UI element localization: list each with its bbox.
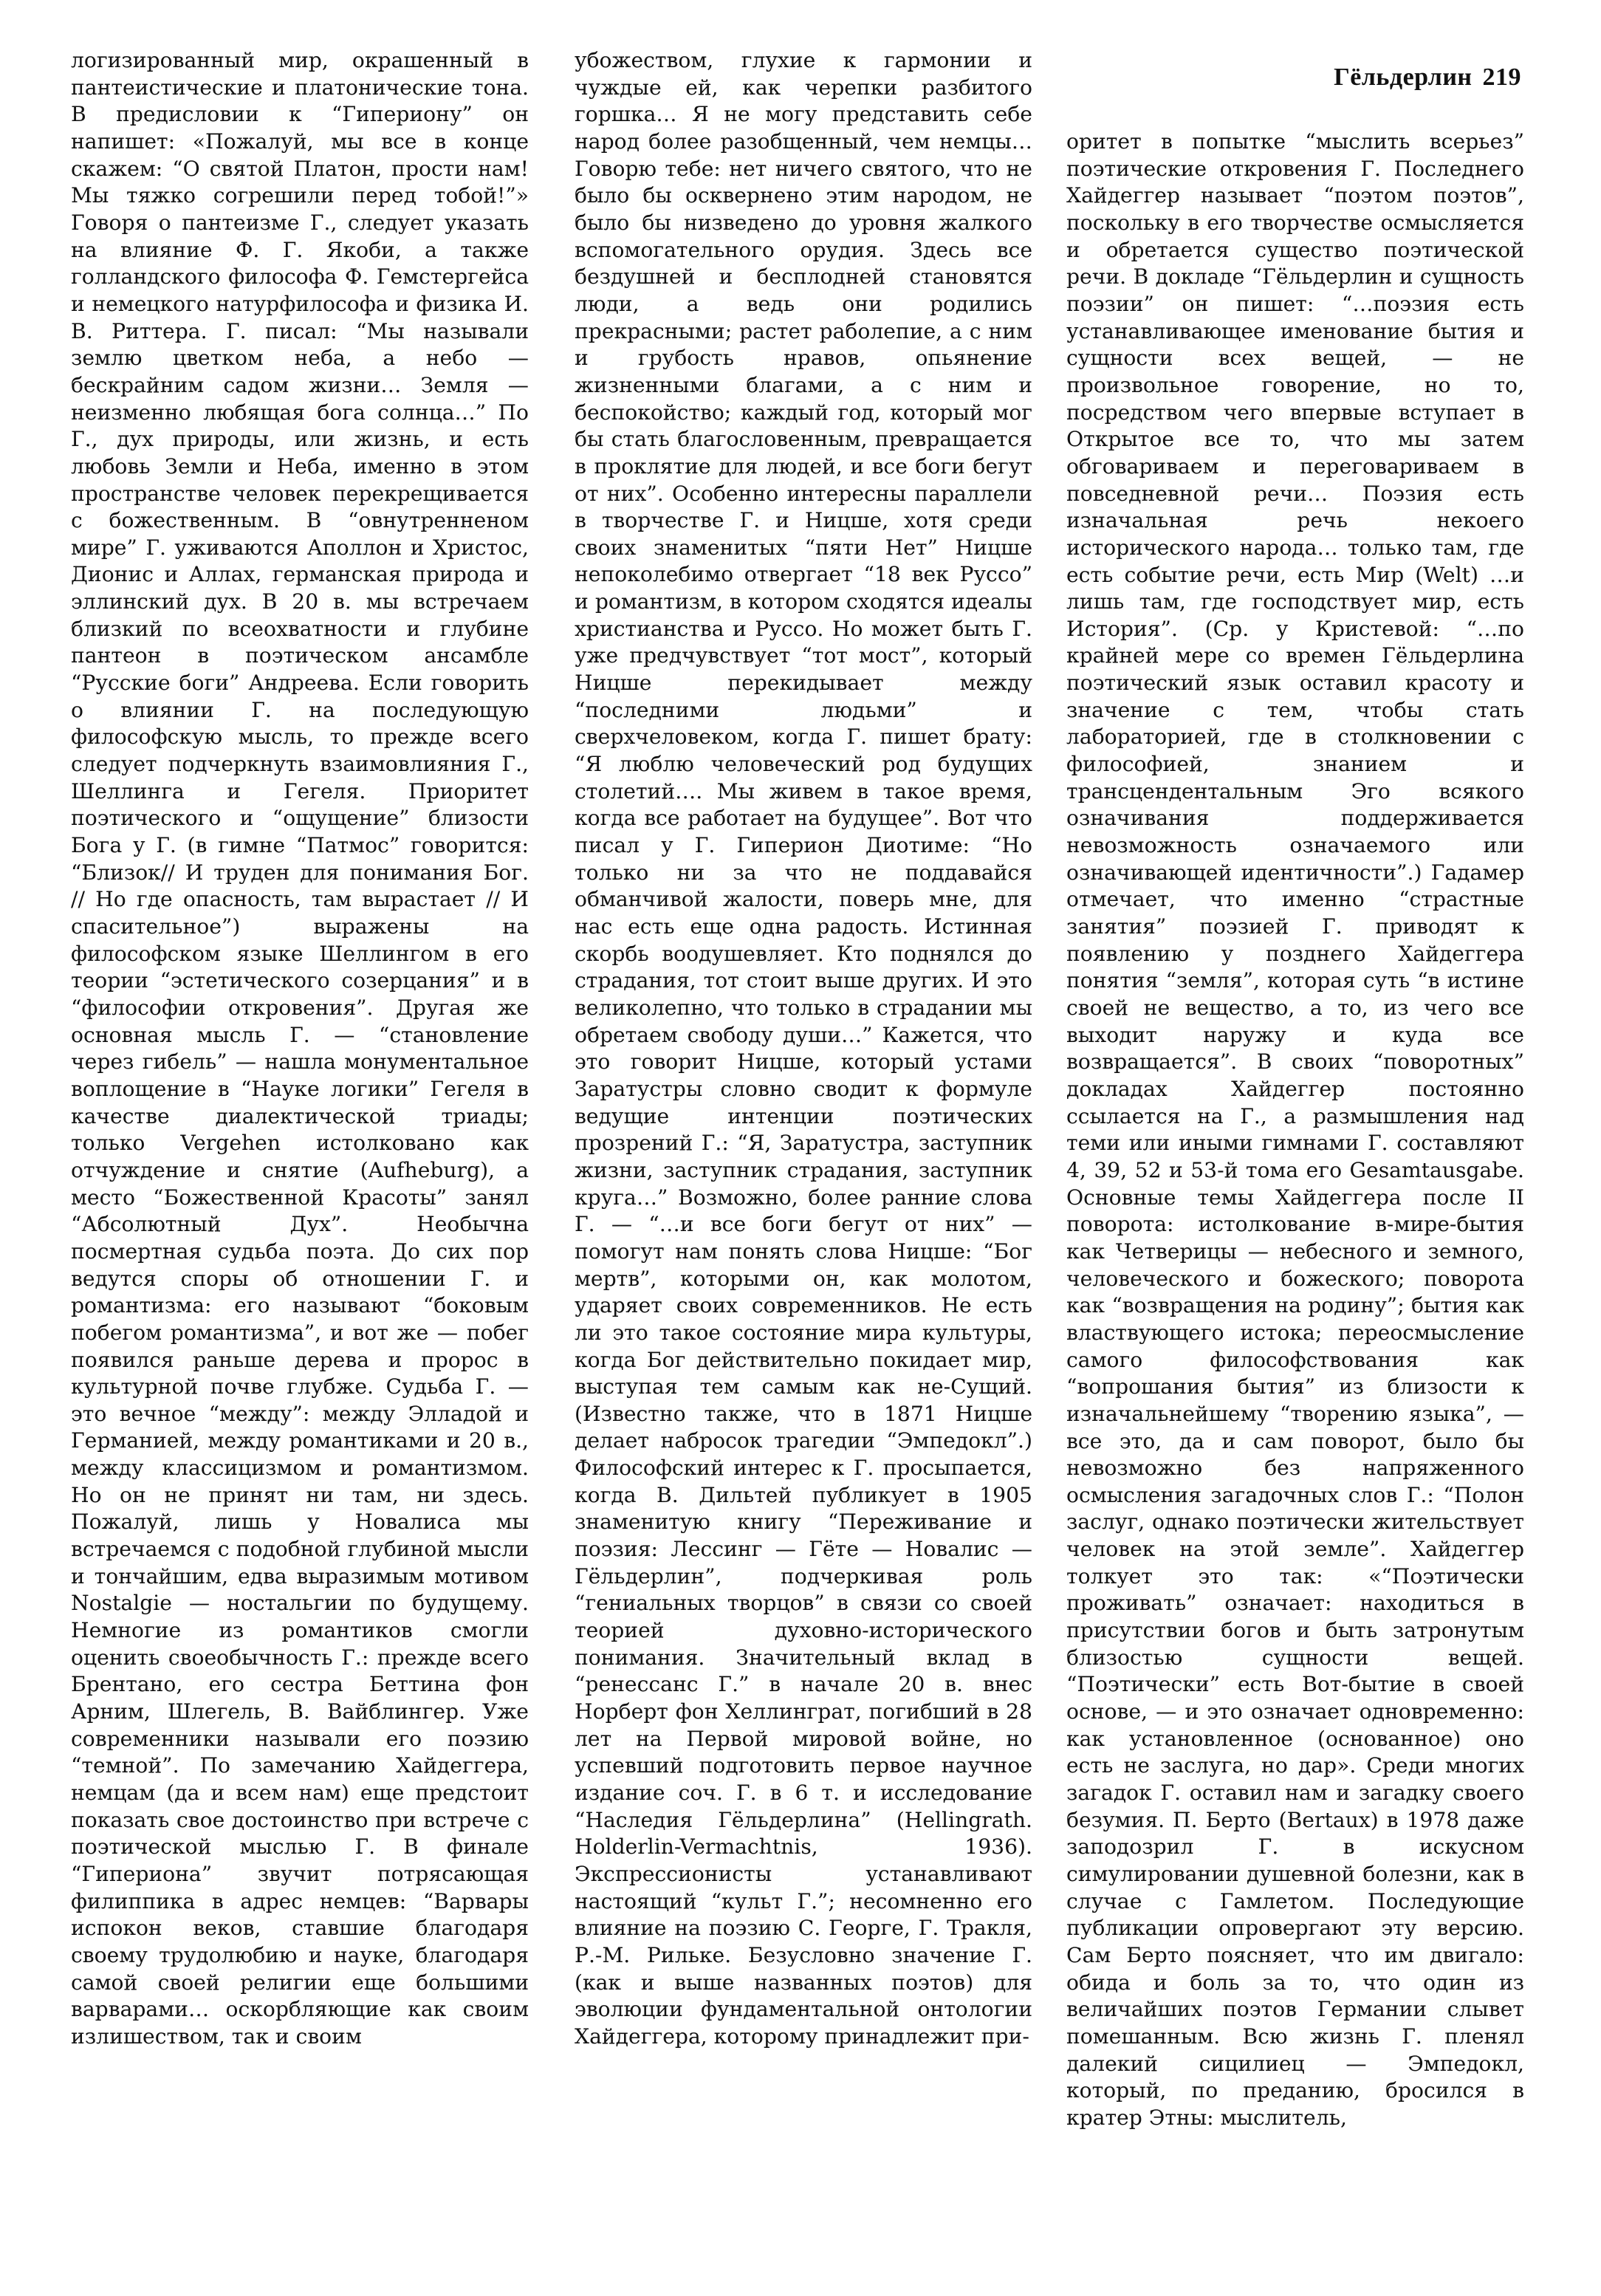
- text-column-middle: [575, 47, 1032, 2263]
- column-text: оритет в попытке “мыслить всерьез” поэтические откровения Г. Последнего Хайдеггер называет “поэтом поэтов”, поскольку в его творчестве осмысляется и обретается существо поэтической речи. В докладе “Гёльдерлин и сущность поэзии” он пишет: “…поэзия есть устанавливающее именование бытия и сущности всех вещей, — не произвольное говорение, но то, посредством чего впервые вступает в Открытое все то, что мы затем обговариваем и переговариваем в повседневной речи… Поэзия есть изначальная речь некоего исторического народа… только там, где есть событие речи, есть Мир (Welt) …и лишь там, где господствует мир, есть История”. (Ср. у Кристевой: “…по крайней мере со времен Гёльдерлина поэтический язык оставил красоту и значение с тем, чтобы стать лабораторией, где в столкновении с философией, знанием и трансцендентальным Эго всякого означивания поддерживается невозможность означаемого или означивающей идентичности”.) Гадамер отмечает, что именно “страстные занятия” поэзией Г. приводят к появлению у позднего Хайдеггера понятия “земля”, которая суть “в истине своей не вещество, а то, из чего все выходит наружу и куда все возвращается”. В своих “поворотных” докладах Хайдеггер постоянно ссылается на Г., а размышления над теми или иными гимнами Г. составляют 4, 39, 52 и 53-й тома его Gesamtausgabe. Основные темы Хайдеггера после II поворота: истолкование в-мире-бытия как Четверицы — небесного и земного, человеческого и божеского; поворота как “возвращения на родину”; бытия как властвующего истока; переосмысление самого философствования как “вопрошания бытия” из близости к изначальнейшему “творению языка”, — все это, да и сам поворот, было бы невозможно без напряженного осмысления загадочных слов Г.: “Полон заслуг, однако поэтически жительствует человек на этой земле”. Хайдеггер толкует это так: «“Поэтически проживать” означает: находиться в присутствии богов и быть затронутым близостью сущности вещей. “Поэтически” есть Вот-бытие в своей основе, — и это означает одновременно: как установленное (основанное) оно есть не заслуга, но дар». Среди многих загадок Г. оставил нам и загадку своего безумия. П. Берто (Bertaux) в 1978 даже заподозрил Г. в искусном симулировании душевной болезни, как в случае с Гамлетом. Последующие публикации опровергают эту версию. Сам Берто поясняет, что им двигало: обида и боль за то, что один из величайших поэтов Германии слывет помешанным. Всю жизнь Г. пленял далекий сицилиец — Эмпедокл, который, по преданию, бросился в кратер Этны: мыслитель,: [1066, 129, 1524, 2130]
- text-column-left: [71, 47, 529, 2263]
- column-text: убожеством, глухие к гармонии и чуждые ей, как черепки разбитого горшка… Я не могу представить себе народ более разобщенный, чем немцы… Говорю тебе: нет ничего святого, что не было бы осквернено этим народом, не было бы низведено до уровня жалкого вспомогательного орудия. Здесь все бездушней и бесплодней становятся люди, а ведь они родились прекрасными; растет раболепие, а с ним и грубость нравов, опьянение жизненными благами, а с ним и беспокойство; каждый год, который мог бы стать благословенным, превращается в проклятие для людей, и все боги бегут от них”. Особенно интересны параллели в творчестве Г. и Ницше, хотя среди своих знаменитых “пяти Нет” Ницше непоколебимо отвергает “18 век Руссо” и романтизм, в котором сходятся идеалы христианства и Руссо. Но может быть Г. уже предчувствует “тот мост”, который Ницше перекидывает между “последними людьми” и сверхчеловеком, когда Г. пишет брату: “Я люблю человеческий род будущих столетий…. Мы живем в такое время, когда все работает на будущее”. Вот что писал у Г. Гиперион Диотиме: “Но только ни за что не поддавайся обманчивой жалости, поверь мне, для нас есть еще одна радость. Истинная скорбь воодушевляет. Кто поднялся до страдания, тот стоит выше других. И это великолепно, что только в страдании мы обретаем свободу души…” Кажется, что это говорит Ницше, который устами Заратустры словно сводит к формуле ведущие интенции поэтических прозрений Г.: “Я, Заратустра, заступник жизни, заступник страдания, заступник круга…” Возможно, более ранние слова Г. — “…и все боги бегут от них” — помогут нам понять слова Ницше: “Бог мертв”, которыми он, как молотом, ударяет своих современников. Не есть ли это такое состояние мира культуры, когда Бог действительно покидает мир, выступая тем самым как не-Сущий. (Известно также, что в 1871 Ницше делает набросок трагедии “Эмпедокл”.) Философский интерес к Г. просыпается, когда В. Дильтей публикует в 1905 знаменитую книгу “Переживание и поэзия: Лессинг — Гёте — Новалис — Гёльдерлин”, подчеркивая роль “гениальных творцов” в связи со своей теорией духовно-исторического понимания. Значительный вклад в “ренессанс Г.” в начале 20 в. внес Норберт фон Хеллинграт, погибший в 28 лет на Первой мировой войне, но успевший подготовить первое научное издание соч. Г. в 6 т. и исследование “Наследия Гёльдерлина” (Hellingrath. Holderlin-Vermachtnis, 1936). Экспрессионисты устанавливают настоящий “культ Г.”; несомненно его влияние на поэзию С. Георге, Г. Тракля, Р.-М. Рильке. Безусловно значение Г. (как и выше названных поэтов) для эволюции фундаментальной онтологии Хайдеггера, которому принадлежит при-: [575, 48, 1032, 2049]
- running-head: [1334, 64, 1521, 92]
- page-number: 219: [1482, 64, 1521, 91]
- text-column-right: [1066, 128, 1524, 2263]
- column-text: логизированный мир, окрашенный в пантеистические и платонические тона. В предисловии к “Гипериону” он напишет: «Пожалуй, мы все в конце скажем: “О святой Платон, прости нам! Мы тяжко согрешили перед тобой!”» Говоря о пантеизме Г., следует указать на влияние Ф. Г. Якоби, а также голландского философа Ф. Гемстергейса и немецкого натурфилософа и физика И. В. Риттера. Г. писал: “Мы называли землю цветком неба, а небо — бескрайним садом жизни… Земля — неизменно любящая бога солнца…” По Г., дух природы, или жизнь, и есть любовь Земли и Неба, именно в этом пространстве человек перекрещивается с божественным. В “овнутренненом мире” Г. уживаются Аполлон и Христос, Дионис и Аллах, германская природа и эллинский дух. В 20 в. мы встречаем близкий по всеохватности и глубине пантеон в поэтическом ансамбле “Русские боги” Андреева. Если говорить о влиянии Г. на последующую философскую мысль, то прежде всего следует подчеркнуть взаимовлияния Г., Шеллинга и Гегеля. Приоритет поэтического и “ощущение” близости Бога у Г. (в гимне “Патмос” говорится: “Близок// И труден для понимания Бог. // Но где опасность, там вырастает // И спасительное”) выражены на философском языке Шеллингом в его теории “эстетического созерцания” и в “философии откровения”. Другая же основная мысль Г. — “становление через гибель” — нашла монументальное воплощение в “Науке логики” Гегеля в качестве диалектической триады; только Vergehen истолковано как отчуждение и снятие (Aufheburg), а место “Божественной Красоты” занял “Абсолютный Дух”. Необычна посмертная судьба поэта. До сих пор ведутся споры об отношении Г. и романтизма: его называют “боковым побегом романтизма”, и вот же — побег появился раньше дерева и пророс в культурной почве глубже. Судьба Г. — это вечное “между”: между Элладой и Германией, между романтиками и 20 в., между классицизмом и романтизмом. Но он не принят ни там, ни здесь. Пожалуй, лишь у Новалиса мы встречаемся с подобной глубиной мысли и тончайшим, едва выразимым мотивом Nostalgie — ностальгии по будущему. Немногие из романтиков смогли оценить своеобычность Г.: прежде всего Брентано, его сестра Беттина фон Арним, Шлегель, В. Вайблингер. Уже современники называли его поэзию “темной”. По замечанию Хайдеггера, немцам (да и всем нам) еще предстоит показать свое достоинство при встрече с поэтической мыслью Г. В финале “Гипериона” звучит потрясающая филиппика в адрес немцев: “Варвары испокон веков, ставшие благодаря своему трудолюбию и науке, благодаря самой своей религии еще большими варварами… оскорбляющие как своим излишеством, так и своим: [71, 48, 529, 2049]
- running-title: Гёльдерлин: [1334, 64, 1473, 91]
